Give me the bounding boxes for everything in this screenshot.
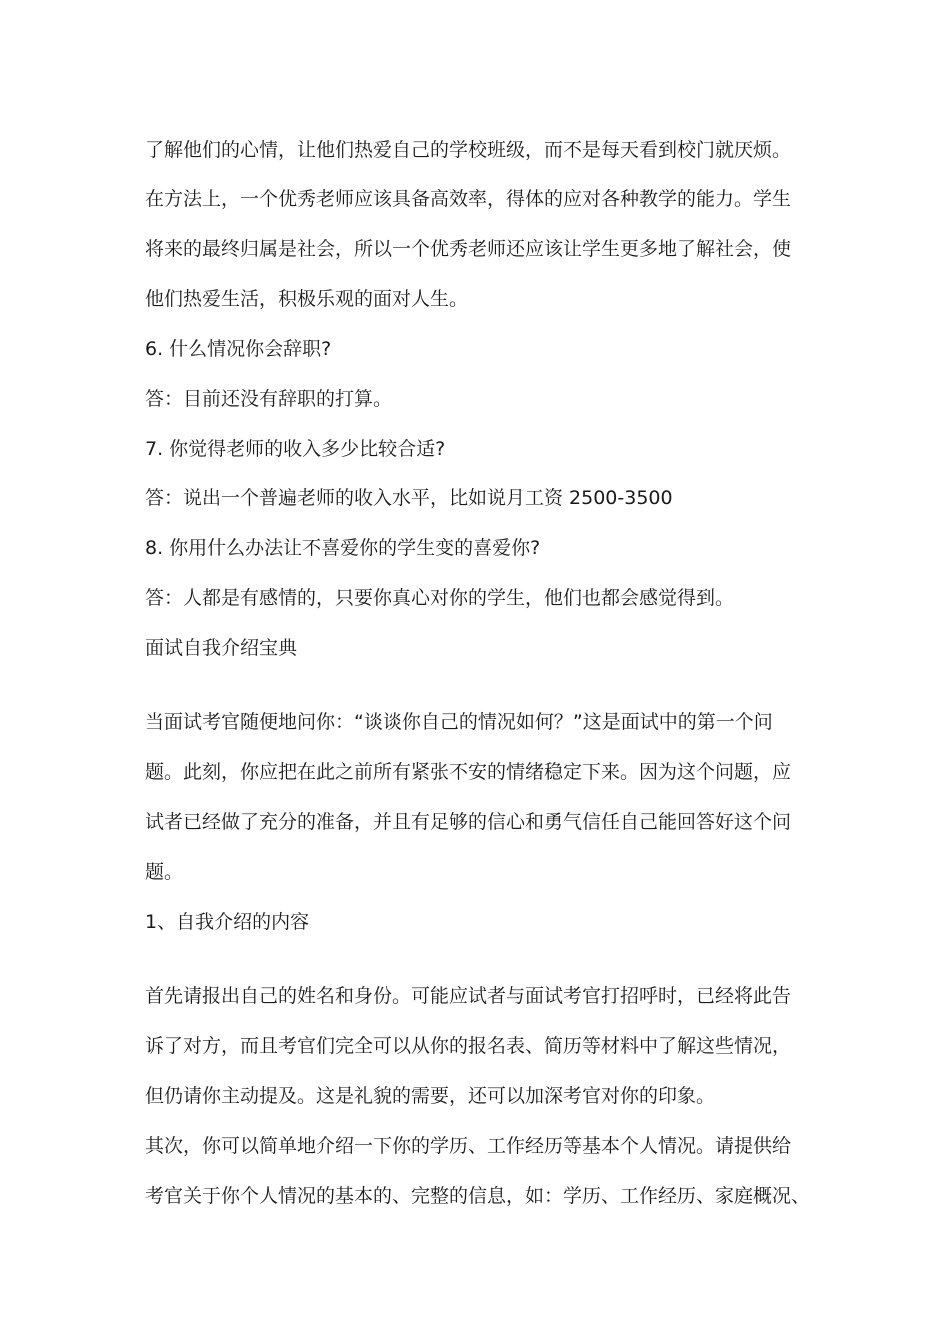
paragraph-line: 首先请报出自己的姓名和身份。可能应试者与面试考官打招呼时，已经将此告 [145, 985, 792, 1007]
paragraph-line: 试者已经做了充分的准备，并且有足够的信心和勇气信任自己能回答好这个问 [145, 811, 792, 833]
question-line: 7. 你觉得老师的收入多少比较合适? [145, 438, 446, 460]
answer-line: 答：人都是有感情的，只要你真心对你的学生，他们也都会感觉得到。 [145, 587, 735, 609]
paragraph-line: 在方法上，一个优秀老师应该具备高效率，得体的应对各种教学的能力。学生 [145, 188, 792, 210]
question-line: 6. 什么情况你会辞职? [145, 338, 332, 360]
paragraph-line: 题。此刻，你应把在此之前所有紧张不安的情绪稳定下来。因为这个问题，应 [145, 761, 792, 783]
paragraph-line: 当面试考官随便地问你：“谈谈你自己的情况如何？”这是面试中的第一个问 [145, 711, 773, 733]
paragraph-line: 题。 [145, 861, 184, 883]
paragraph-line: 他们热爱生活，积极乐观的面对人生。 [145, 288, 469, 310]
paragraph-line: 将来的最终归属是社会，所以一个优秀老师还应该让学生更多地了解社会，使 [145, 238, 792, 260]
section-heading: 面试自我介绍宝典 [145, 637, 298, 659]
paragraph-line: 诉了对方，而且考官们完全可以从你的报名表、简历等材料中了解这些情况， [145, 1035, 792, 1057]
answer-line: 答：目前还没有辞职的打算。 [145, 388, 393, 410]
paragraph-line: 考官关于你个人情况的基本的、完整的信息，如：学历、工作经历、家庭概况、 [145, 1185, 811, 1207]
paragraph-line: 其次，你可以简单地介绍一下你的学历、工作经历等基本个人情况。请提供给 [145, 1135, 792, 1157]
answer-line: 答：说出一个普遍老师的收入水平，比如说月工资 2500-3500 [145, 487, 673, 509]
paragraph-line: 但仍请你主动提及。这是礼貌的需要，还可以加深考官对你的印象。 [145, 1085, 716, 1107]
question-line: 8. 你用什么办法让不喜爱你的学生变的喜爱你? [145, 537, 541, 559]
subsection-heading: 1、自我介绍的内容 [145, 911, 310, 933]
paragraph-line: 了解他们的心情，让他们热爱自己的学校班级，而不是每天看到校门就厌烦。 [145, 139, 792, 161]
